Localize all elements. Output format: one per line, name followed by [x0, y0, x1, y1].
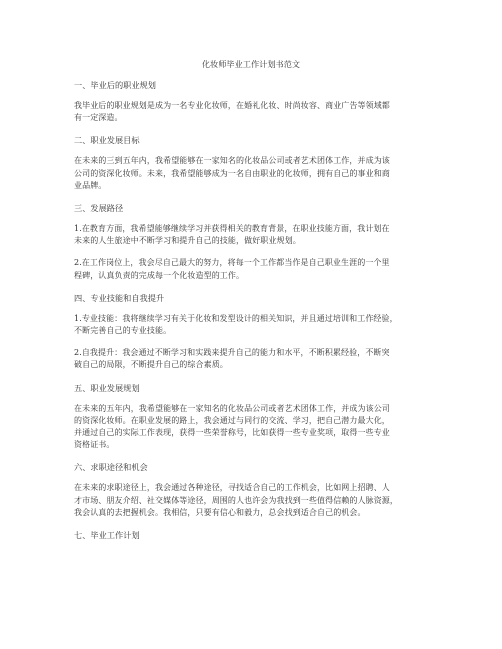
- text-line: 程碑，认真负责的完成每一个化妆造型的工作。: [74, 270, 245, 280]
- text-line: 在未来的五年内，我希望能够在一家知名的化妆品公司或者艺术团体工作，并成为该公司: [74, 403, 390, 413]
- text-line: 的资深化妆师。在职业发展的路上，我会通过与同行的交流、学习，把自己潜力最大化，: [74, 415, 390, 425]
- text-line: 2.自我提升：我会通过不断学习和实践来提升自己的能力和水平，不断积累经验，不断突: [74, 348, 390, 358]
- text-line: 在未来的求职途径上，我会通过各种途径，寻找适合自己的工作机会，比如网上招聘、人: [74, 483, 390, 493]
- section-heading-7: 七、毕业工作计划: [74, 530, 140, 541]
- section-2-paragraph: [74, 155, 430, 192]
- text-line: 才市场、朋友介绍、社交媒体等途径，周围的人也许会为我找到一些值得信赖的人脉资源，: [74, 495, 398, 505]
- text-line: 未来的人生旅途中不断学习和提升自己的技能，做好职业规划。: [74, 236, 301, 246]
- text-line: 资格证书。: [74, 440, 115, 450]
- text-line: 破自己的局限，不断提升自己的综合素质。: [74, 360, 228, 370]
- document-title: 化妆师毕业工作计划书范文: [201, 59, 301, 69]
- section-5-paragraph: [74, 403, 430, 452]
- section-heading-4: 四、专业技能和自我提升: [74, 292, 165, 303]
- section-6-paragraph: [74, 482, 430, 519]
- text-line: 在未来的三到五年内，我希望能够在一家知名的化妆品公司或者艺术团体工作，并成为该: [74, 156, 390, 166]
- section-heading-5: 五、职业发展规划: [74, 382, 140, 393]
- text-line: 业品牌。: [74, 180, 107, 190]
- section-3-paragraph-2: [74, 257, 430, 281]
- text-line: 1.专业技能：我将继续学习有关于化妆和发型设计的相关知识，并且通过培训和工作经验，: [74, 313, 398, 323]
- text-line: 有一定深造。: [74, 113, 123, 123]
- text-line: 我毕业后的职业规划是成为一名专业化妆师，在婚礼化妆、时尚妆容、商业广告等领域都: [74, 101, 390, 110]
- section-heading-6: 六、求职途径和机会: [74, 462, 148, 473]
- text-line: 公司的资深化妆师。未来，我希望能够成为一名自由职业的化妆师，拥有自己的事业和商: [74, 168, 390, 178]
- section-heading-2: 二、职业发展目标: [74, 135, 140, 146]
- text-line: 并通过自己的实际工作表现，获得一些荣誉称号，比如获得一些专业奖项，取得一些专业: [74, 428, 390, 438]
- section-heading-3: 三、发展路径: [74, 203, 124, 214]
- text-line: 1.在教育方面，我希望能够继续学习并获得相关的教育背景，在职业技能方面，我计划在: [74, 224, 390, 234]
- section-heading-1: 一、毕业后的职业规划: [74, 80, 156, 90]
- section-4-paragraph-2: [74, 347, 430, 371]
- text-line: 我会认真的去把握机会。我相信，只要有信心和毅力，总会找到适合自己的机会。: [74, 507, 366, 517]
- document-body: [74, 79, 430, 541]
- text-line: 2.在工作岗位上，我会尽自己最大的努力，将每一个工作都当作是自己职业生涯的一个里: [74, 258, 390, 268]
- text-line: 不断完善自己的专业技能。: [74, 326, 172, 336]
- section-1-paragraph: [74, 100, 430, 124]
- section-3-paragraph-1: [74, 223, 430, 247]
- section-4-paragraph-1: [74, 313, 430, 337]
